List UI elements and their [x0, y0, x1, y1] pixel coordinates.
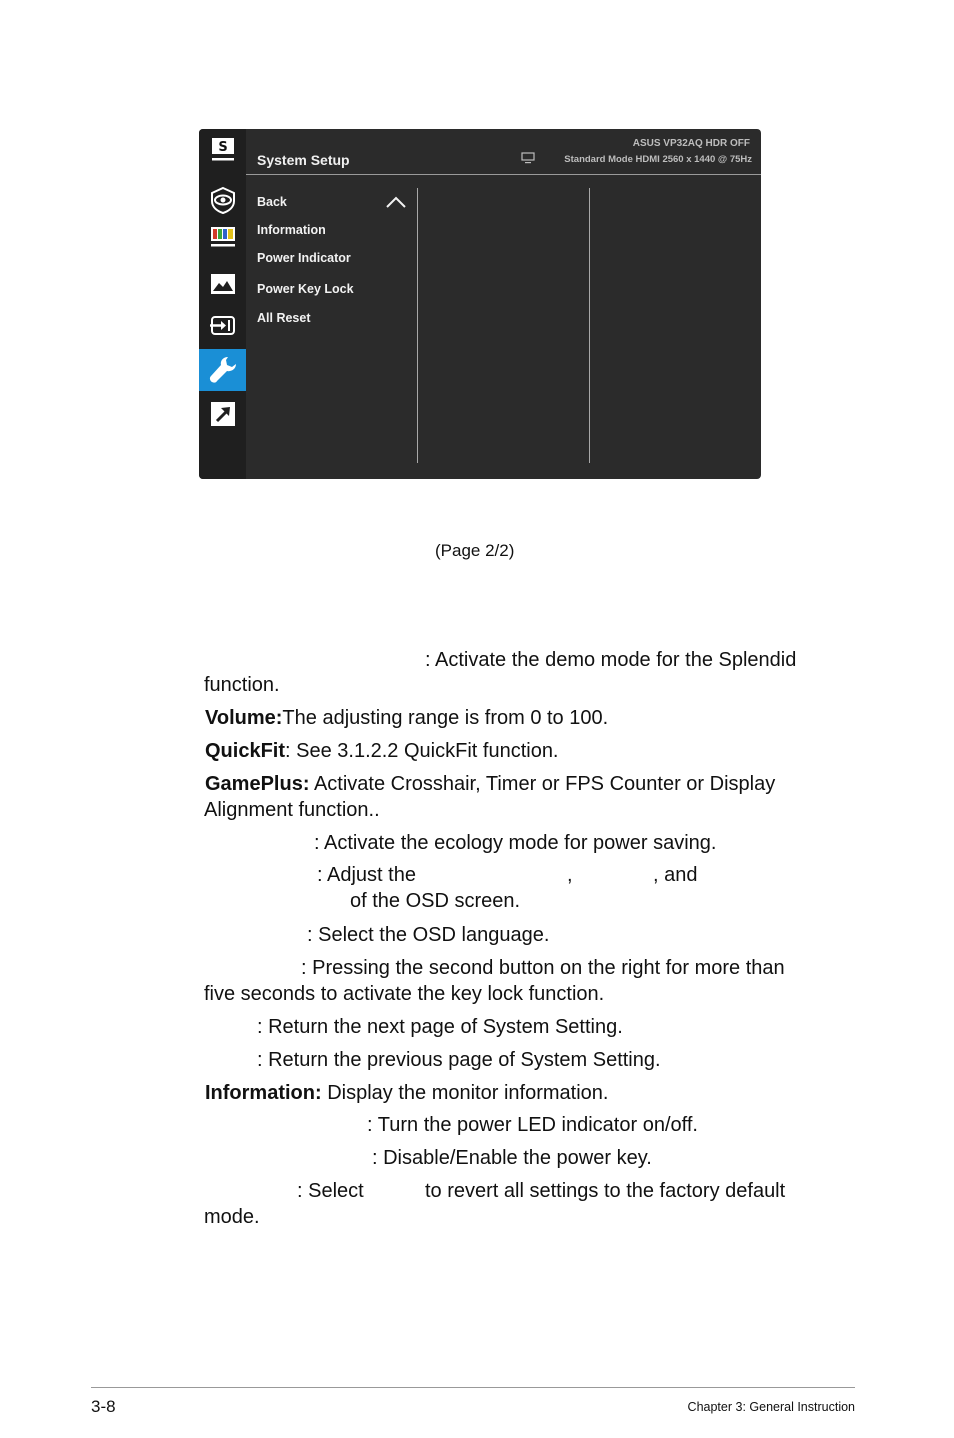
osd-panel	[199, 129, 761, 479]
monitor-icon	[521, 152, 535, 164]
volume-label: Volume:	[205, 707, 283, 729]
information-text: Display the monitor information.	[321, 1082, 609, 1104]
chapter-label: Chapter 3: General Instruction	[687, 1400, 855, 1414]
menu-item-power-indicator[interactable]: Power Indicator	[257, 251, 351, 265]
osd-setup-desc-a: : Adjust the	[317, 864, 416, 886]
input-icon[interactable]	[199, 305, 246, 347]
information-desc	[205, 1081, 608, 1106]
footer-divider	[91, 1387, 855, 1388]
eye-icon[interactable]	[199, 179, 246, 221]
power-key-lock-desc: : Disable/Enable the power key.	[372, 1147, 652, 1169]
column-divider	[417, 188, 418, 463]
all-reset-desc-b: to revert all settings to the factory default	[425, 1180, 786, 1202]
menu-item-power-key-lock[interactable]: Power Key Lock	[257, 282, 354, 296]
osd-setup-desc-d: of the OSD screen.	[350, 890, 521, 912]
key-lock-desc-cont: five seconds to activate the key lock function.	[204, 983, 605, 1005]
osd-status-model: ASUS VP32AQ HDR OFF	[632, 138, 750, 149]
power-indicator-desc: : Turn the power LED indicator on/off.	[367, 1114, 698, 1136]
gameplus-text-cont: Alignment function..	[204, 799, 380, 821]
wrench-icon[interactable]	[199, 349, 246, 391]
gameplus-desc	[205, 772, 775, 797]
osd-title: System Setup	[257, 152, 350, 168]
eco-desc: : Activate the ecology mode for power saving.	[314, 832, 717, 854]
menu-item-information[interactable]: Information	[257, 223, 326, 237]
menu-item-all-reset[interactable]: All Reset	[257, 311, 311, 325]
column-divider	[589, 188, 590, 463]
quickfit-text: : See 3.1.2.2 QuickFit function.	[285, 740, 559, 762]
quickfit-desc	[205, 739, 559, 764]
chevron-up-icon[interactable]	[385, 195, 407, 209]
color-icon[interactable]	[199, 216, 246, 258]
all-reset-desc-a: : Select	[297, 1180, 364, 1202]
osd-status-mode: Standard Mode HDMI 2560 x 1440 @ 75Hz	[564, 154, 752, 165]
next-desc: : Return the next page of System Setting.	[257, 1016, 623, 1038]
gameplus-text: Activate Crosshair, Timer or FPS Counter or Display	[309, 773, 776, 795]
osd-setup-desc-c: , and	[653, 864, 698, 886]
osd-setup-desc-b: ,	[567, 864, 573, 886]
page-number: 3-8	[91, 1397, 116, 1416]
information-label: Information:	[205, 1082, 322, 1104]
key-lock-desc: : Pressing the second button on the right for more than	[301, 957, 785, 979]
quickfit-label: QuickFit	[205, 740, 286, 762]
volume-desc	[205, 706, 608, 731]
menu-item-back[interactable]: Back	[257, 195, 287, 209]
shortcut-icon[interactable]	[199, 393, 246, 435]
osd-divider	[246, 174, 761, 175]
volume-text: The adjusting range is from 0 to 100.	[282, 707, 609, 729]
prev-desc: : Return the previous page of System Setting.	[257, 1049, 661, 1071]
osd-sidebar	[199, 129, 246, 479]
language-desc: : Select the OSD language.	[307, 924, 550, 946]
gameplus-label: GamePlus:	[205, 773, 310, 795]
splendid-icon[interactable]	[199, 129, 246, 171]
splendid-demo-text: : Activate the demo mode for the Splendid	[425, 649, 797, 671]
all-reset-desc-c: mode.	[204, 1206, 260, 1228]
svg-text:S: S	[217, 140, 228, 155]
splendid-demo-text-cont: function.	[204, 674, 280, 696]
image-icon[interactable]	[199, 263, 246, 305]
figure-caption: (Page 2/2)	[435, 541, 515, 560]
